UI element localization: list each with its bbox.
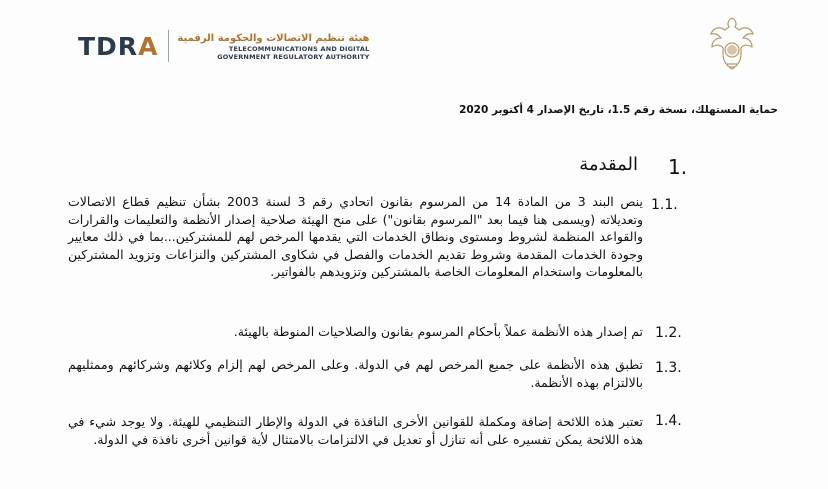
paragraph-number: 1.1. (651, 197, 678, 213)
paragraph-text: تم إصدار هذه الأنظمة عملاً بأحكام المرسوم بقانون والصلاحيات المنوطة بالهيئة. (233, 324, 643, 339)
section-number: 1. (668, 155, 688, 179)
tdra-name (177, 32, 369, 61)
paragraph-text: تطبق هذه الأنظمة على جميع المرخص لهم في الدولة. وعلى المرخص لهم إلزام وكلائهم وشركائهم وممثليهم بالالتزام بهذه الأنظمة. (68, 357, 643, 390)
tdra-wordmark-start: TDR (78, 31, 139, 61)
paragraph-text: تعتبر هذه اللائحة إضافة ومكملة للقوانين الأخرى النافذة في الدولة والإطار التنظيمي للهيئة. ولا يوجد شيء في هذه اللائحة يمكن تفسيره على أنه تنازل أو تعديل في الالتزامات بالامتثال لأية قوانين أخرى نافذة في الدولة. (68, 414, 643, 447)
tdra-wordmark-end: A (138, 31, 159, 61)
document-meta: حماية المستهلك، نسخة رقم 1.5، تاريخ الإصدار 4 أكتوبر 2020 (459, 104, 778, 116)
tdra-english-name-line2: GOVERNMENT REGULATORY AUTHORITY (217, 52, 370, 61)
tdra-logo (78, 30, 370, 62)
paragraph-number: 1.3. (655, 360, 682, 376)
paragraph-number: 1.2. (655, 325, 682, 341)
logo-divider (168, 30, 169, 62)
tdra-wordmark (78, 32, 158, 61)
tdra-arabic-name: هيئة تنظيم الاتصالات والحكومة الرقمية (177, 32, 370, 44)
uae-emblem-icon (707, 14, 757, 72)
tdra-english-name-line1: TELECOMMUNICATIONS AND DIGITAL (228, 44, 370, 53)
section-title: المقدمة (579, 154, 638, 175)
paragraph-number: 1.4. (655, 413, 682, 429)
paragraph-text: ينص البند 3 من المادة 14 من المرسوم بقانون اتحادي رقم 3 لسنة 2003 بشأن تنظيم قطاع الاتصالات وتعديلاته (ويسمى هنا فيما بعد "المرسوم بقانون") على منح الهيئة صلاحية إصدار الأنظمة والتعليمات والقرارات والقواعد المنظمة لشروط ومستوى ونطاق الخدمات التي يقدمها المرخص لهم للمشتركين...بما في ذلك معايير وجودة الخدمات المقدمة وشروط تقديم الخدمات والفصل في شكاوى المشتركين والنزاعات وتزويد المشتركين بالمعلومات واستخدام المعلومات الخاصة بالمشتركين وتزويدهم بالفواتير. (68, 194, 643, 279)
